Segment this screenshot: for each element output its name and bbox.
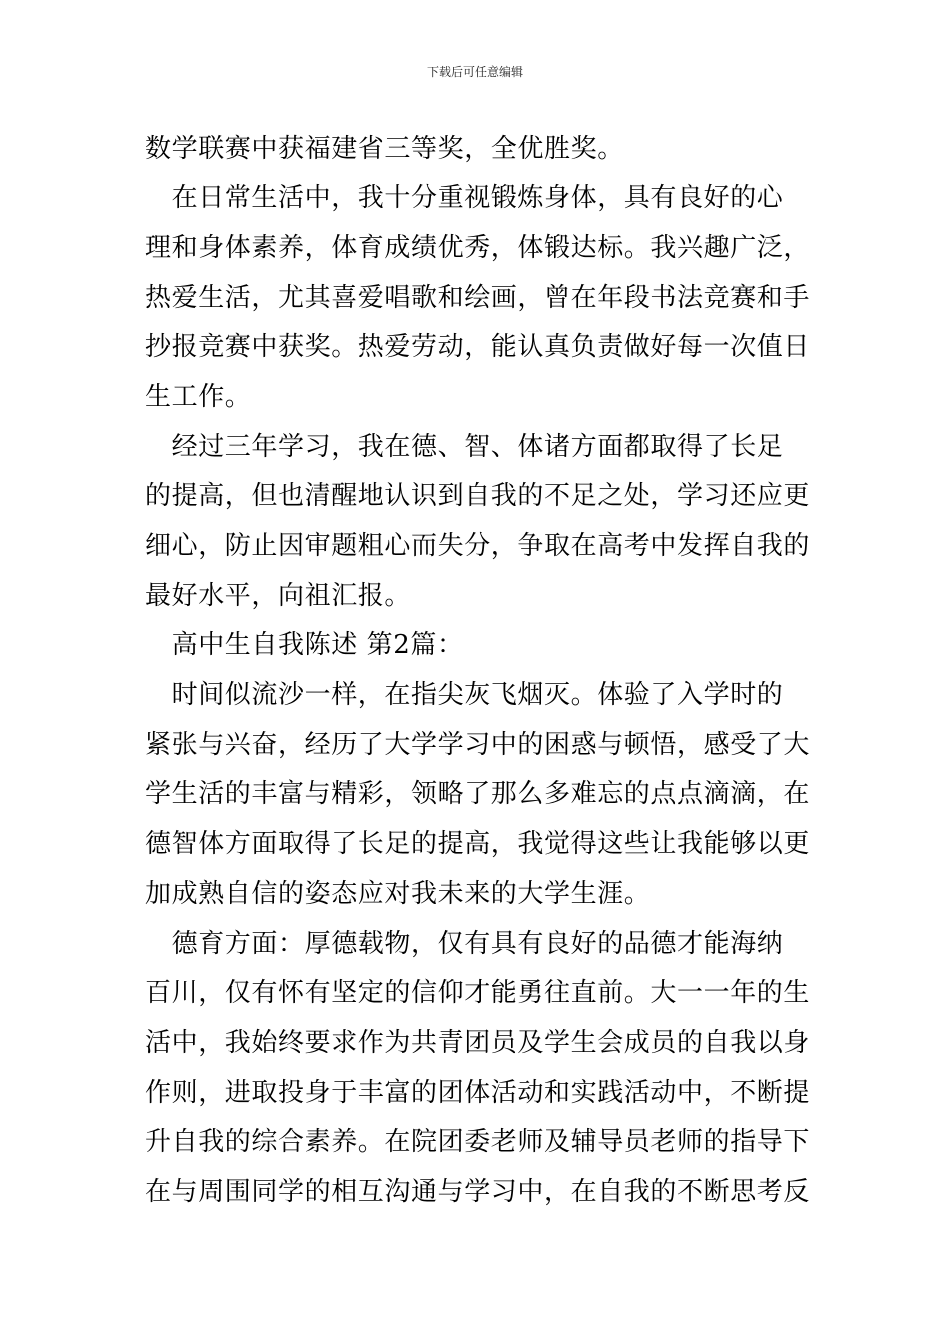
text-line: 作则，进取投身于丰富的团体活动和实践活动中，不断提 [145, 1078, 811, 1108]
text-line: 热爱生活，尤其喜爱唱歌和绘画，曾在年段书法竞赛和手 [145, 283, 811, 313]
text-line: 经过三年学习，我在德、智、体诸方面都取得了长足 [145, 432, 784, 462]
page-header: 下载后可任意编辑 [426, 65, 523, 79]
text-line: 理和身体素养，体育成绩优秀，体锻达标。我兴趣广泛， [145, 233, 811, 263]
text-line: 紧张与兴奋，经历了大学学习中的困惑与顿悟，感受了大 [145, 730, 811, 760]
text-line: 最好水平，向祖汇报。 [145, 581, 412, 611]
text-line: 数学联赛中获福建省三等奖，全优胜奖。 [145, 134, 624, 164]
text-line: 在与周围同学的相互沟通与学习中，在自我的不断思考反 [145, 1177, 811, 1207]
text-line: 德智体方面取得了长足的提高，我觉得这些让我能够以更 [145, 829, 811, 859]
text-line: 抄报竞赛中获奖。热爱劳动，能认真负责做好每一次值日 [145, 332, 811, 362]
text-line: 学生活的丰富与精彩，领略了那么多难忘的点点滴滴，在 [145, 779, 811, 809]
text-line: 升自我的综合素养。在院团委老师及辅导员老师的指导下 [145, 1127, 811, 1157]
text-line: 在日常生活中，我十分重视锻炼身体，具有良好的心 [145, 183, 784, 213]
text-line: 的提高，但也清醒地认识到自我的不足之处，学习还应更 [145, 481, 811, 511]
text-line: 加成熟自信的姿态应对我未来的大学生涯。 [145, 879, 651, 909]
text-line: 百川，仅有怀有坚定的信仰才能勇往直前。大一一年的生 [145, 978, 811, 1008]
text-line: 细心，防止因审题粗心而失分，争取在高考中发挥自我的 [145, 531, 811, 561]
section-heading: 高中生自我陈述 第2篇： [145, 630, 464, 660]
text-line: 时间似流沙一样，在指尖灰飞烟灭。体验了入学时的 [145, 680, 784, 710]
text-line: 生工作。 [145, 382, 252, 412]
text-line: 活中，我始终要求作为共青团员及学生会成员的自我以身 [145, 1028, 811, 1058]
text-line: 德育方面：厚德载物，仅有具有良好的品德才能海纳 [145, 929, 784, 959]
